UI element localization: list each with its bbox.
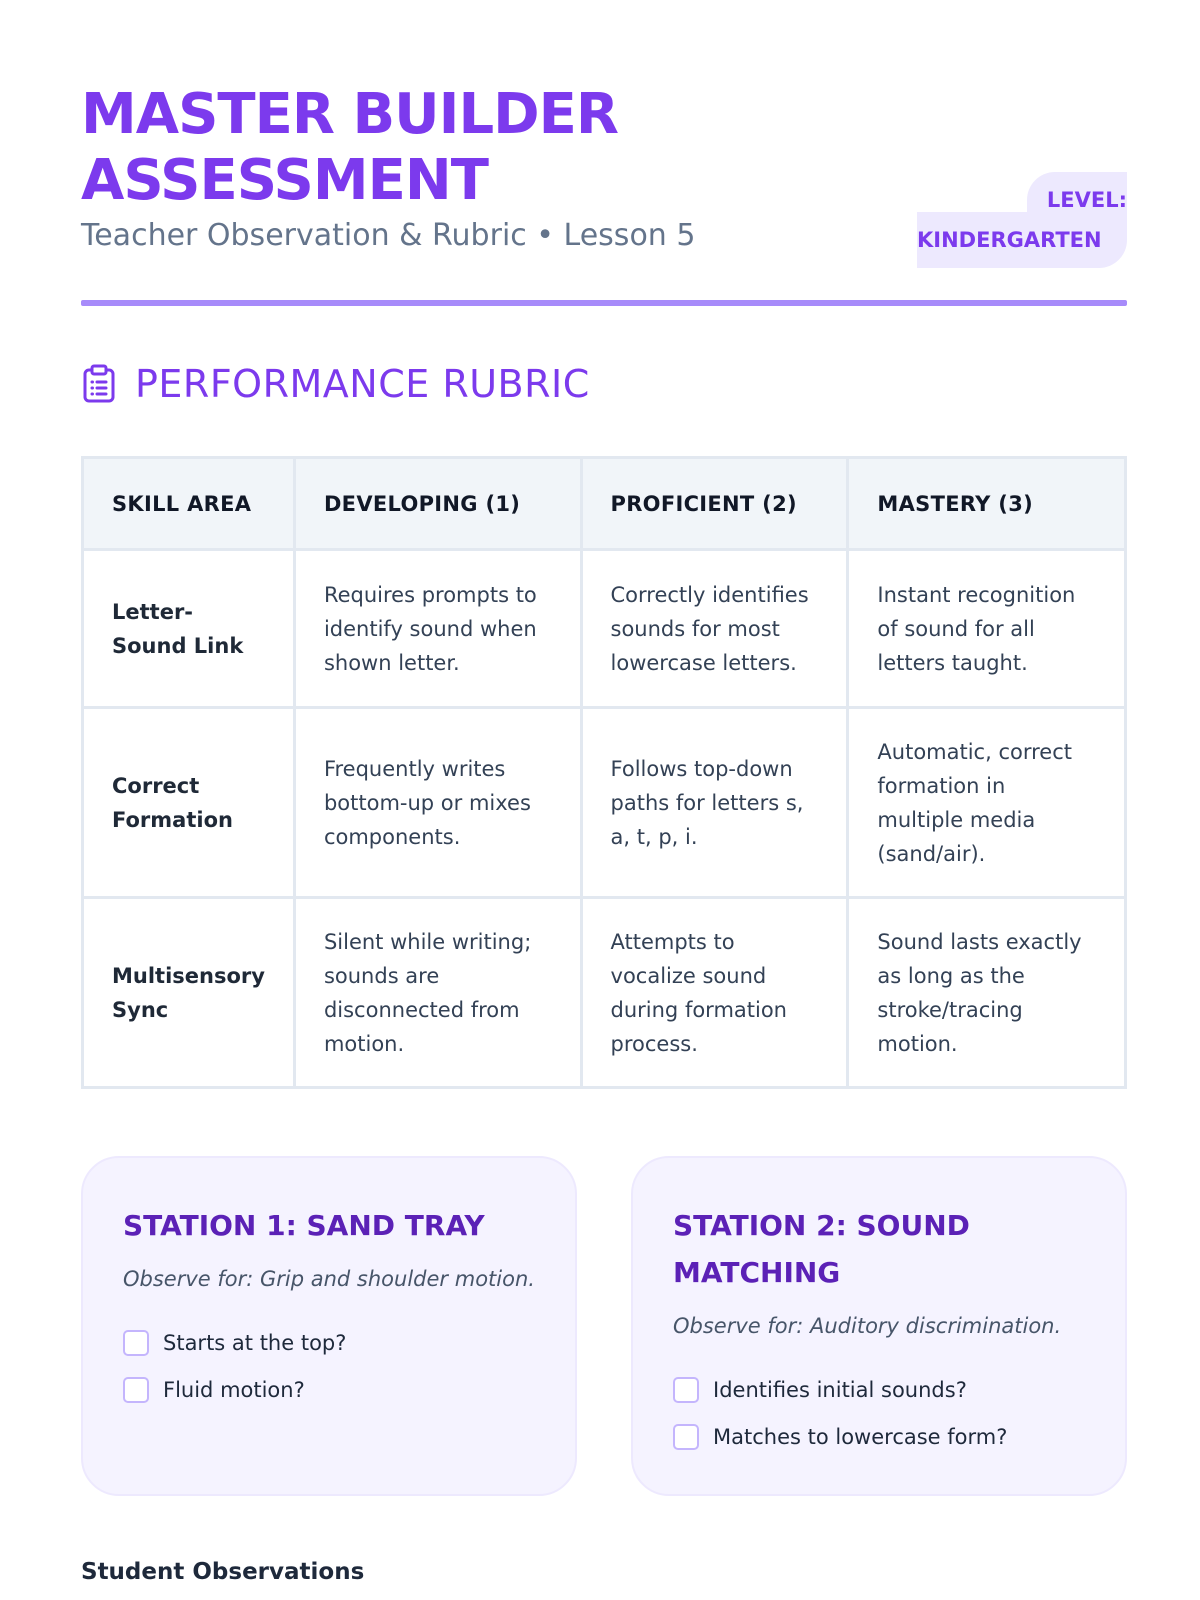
level-label: LEVEL: [1046, 188, 1127, 212]
station-cards [81, 1156, 1127, 1496]
checkbox[interactable] [123, 1330, 149, 1356]
mastery-cell: Instant recognition of sound for all letters taught. [848, 550, 1126, 708]
checklist-label: Matches to lowercase form? [713, 1424, 1008, 1449]
page-title: MASTER BUILDER ASSESSMENT [81, 82, 619, 213]
developing-cell: Silent while writing; sounds are disconnected from motion. [294, 898, 581, 1088]
column-header-skill-area: SKILL AREA [83, 458, 295, 550]
assessment-page [81, 0, 1127, 1585]
skill-cell: Correct Formation [83, 708, 295, 898]
skill-cell: Letter-Sound Link [83, 550, 295, 708]
rubric-header-row [83, 458, 1126, 550]
checklist-item[interactable] [673, 1413, 1085, 1460]
developing-cell: Frequently writes bottom-up or mixes components. [294, 708, 581, 898]
checklist-item[interactable] [123, 1366, 535, 1413]
station-observe-note: Observe for: Grip and shoulder motion. [123, 1267, 535, 1291]
station-card-sound-matching [631, 1156, 1127, 1496]
header [81, 0, 1127, 310]
checklist [123, 1319, 535, 1413]
rubric-table [81, 456, 1127, 1089]
station-observe-note: Observe for: Auditory discrimination. [673, 1314, 1062, 1338]
mastery-cell: Automatic, correct formation in multiple media (sand/air). [848, 708, 1126, 898]
checklist-label: Fluid motion? [163, 1377, 305, 1402]
header-divider [81, 300, 1127, 306]
station-card-sand-tray [81, 1156, 577, 1496]
checkbox[interactable] [673, 1377, 699, 1403]
student-observations-heading: Student Observations [81, 1559, 365, 1585]
table-row [83, 550, 1126, 708]
level-value: KINDERGARTEN [917, 228, 1102, 252]
rubric-section-heading [81, 362, 590, 406]
table-row [83, 708, 1126, 898]
checklist-item[interactable] [673, 1366, 1085, 1413]
checklist-label: Identifies initial sounds? [713, 1377, 967, 1402]
column-header-proficient: PROFICIENT (2) [581, 458, 848, 550]
skill-cell: Multisensory Sync [83, 898, 295, 1088]
page-subtitle: Teacher Observation & Rubric • Lesson 5 [81, 218, 696, 253]
mastery-cell: Sound lasts exactly as long as the stroke/tracing motion. [848, 898, 1126, 1088]
column-header-developing: DEVELOPING (1) [294, 458, 581, 550]
clipboard-icon [81, 364, 117, 404]
checklist-label: Starts at the top? [163, 1330, 347, 1355]
station-title: STATION 2: SOUND MATCHING [673, 1209, 970, 1289]
checklist-item[interactable] [123, 1319, 535, 1366]
proficient-cell: Follows top-down paths for letters s, a, t, p, i. [581, 708, 848, 898]
table-row [83, 898, 1126, 1088]
level-badge [917, 172, 1127, 272]
column-header-mastery: MASTERY (3) [848, 458, 1126, 550]
checklist [673, 1366, 1085, 1460]
checkbox[interactable] [673, 1424, 699, 1450]
station-title: STATION 1: SAND TRAY [123, 1209, 485, 1242]
rubric-section-title: PERFORMANCE RUBRIC [135, 362, 590, 406]
proficient-cell: Attempts to vocalize sound during formation process. [581, 898, 848, 1088]
developing-cell: Requires prompts to identify sound when shown letter. [294, 550, 581, 708]
checkbox[interactable] [123, 1377, 149, 1403]
proficient-cell: Correctly identifies sounds for most lowercase letters. [581, 550, 848, 708]
